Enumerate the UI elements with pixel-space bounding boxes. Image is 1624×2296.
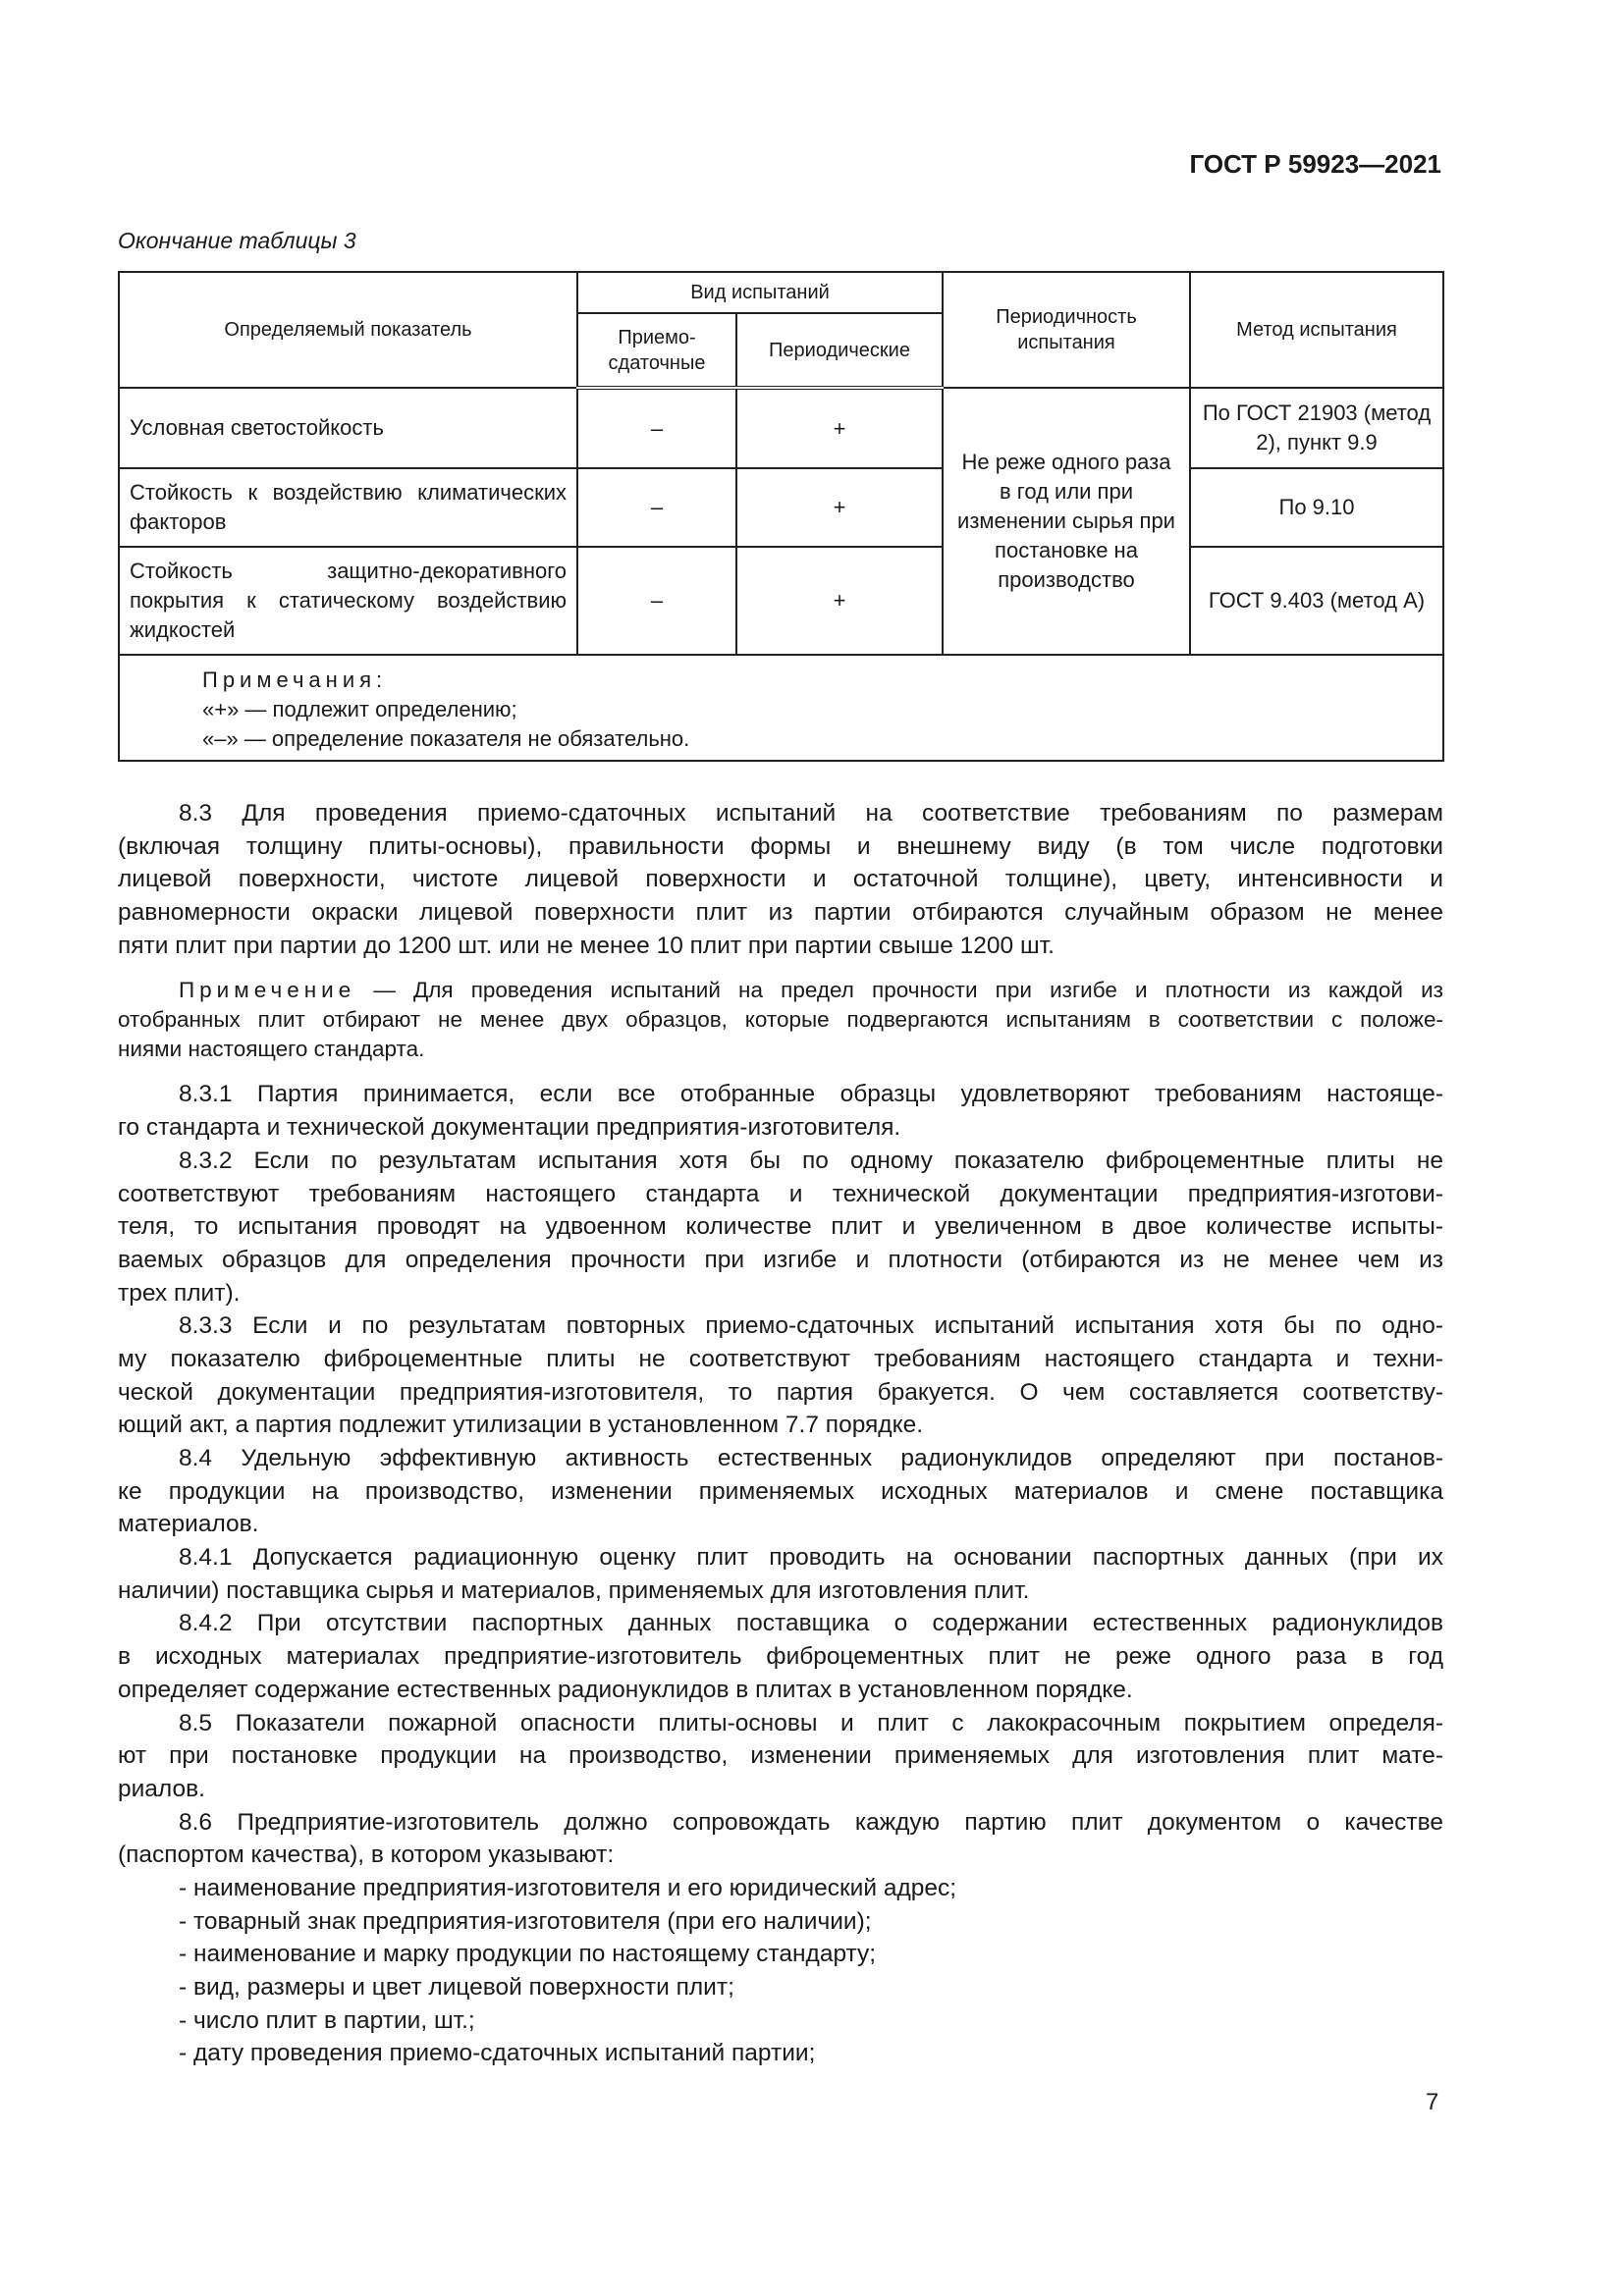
text-line: 8.4 Удельную эффективную активность естественных радионуклидов определяют при постанов-: [179, 1445, 1443, 1471]
paragraph: [118, 1707, 1443, 1806]
table-row: [119, 468, 1443, 547]
text-line: 8.3 Для проведения приемо-сдаточных испытаний на соответствие требованиям по размерам: [179, 800, 1443, 827]
text-line: ниями настоящего стандарта.: [118, 1037, 425, 1062]
text-line: Примечение — Для проведения испытаний на предел прочности при изгибе и плотности из каждой из: [179, 978, 1443, 1003]
text-line: в исходных материалах предприятие-изготовитель фиброцементных плит не реже одного раза в год: [118, 1643, 1443, 1671]
table-row: [119, 388, 1443, 468]
periodic-cell: +: [736, 468, 943, 547]
text-line: 8.5 Показатели пожарной опасности плиты-основы и плит с лакокрасочным покрытием определя-: [179, 1709, 1443, 1736]
text-line: 8.6 Предприятие-изготовитель должно сопровождать каждую партию плит документом о качестве: [179, 1808, 1443, 1836]
indicator-cell: Стойкость защитно-декоративного покрытия к статическому воздействию жидкостей: [119, 547, 577, 655]
indicator-cell: Условная светостойкость: [119, 388, 577, 468]
list-item: - товарный знак предприятия-изготовителя (при его наличии);: [179, 1907, 872, 1935]
method-cell: ГОСТ 9.403 (метод А): [1190, 547, 1443, 655]
table-row: [119, 547, 1443, 655]
text-line: пяти плит при партии до 1200 шт. или не менее 10 плит при партии свыше 1200 шт.: [118, 932, 1055, 959]
text-line: материалов.: [118, 1511, 259, 1538]
text-line: ющий акт, а партия подлежит утилизации в установленном 7.7 порядке.: [118, 1412, 924, 1439]
text-line: ют при постановке продукции на производство, изменении применяемых для изготовления плит мате-: [118, 1742, 1443, 1770]
col-header-test-type: Вид испытаний: [577, 272, 943, 313]
paragraph: [118, 1607, 1443, 1706]
document-header: ГОСТ Р 59923—2021: [1189, 149, 1441, 179]
table-notes: [119, 655, 1443, 761]
table-caption: Окончание таблицы 3: [118, 228, 356, 253]
text-line: (паспортом качества), в котором указывают:: [118, 1842, 615, 1869]
text-line: (включая толщину плиты-основы), правильности формы и внешнему виду (в том числе подготовки: [118, 832, 1443, 860]
text-line: ке продукции на производство, изменении применяемых исходных материалов и смене поставщика: [118, 1477, 1443, 1505]
text-line: го стандарта и технической документации предприятия-изготовителя.: [118, 1114, 901, 1142]
text-line: соответствуют требованиям настоящего стандарта и технической документации предприятия-изготови-: [118, 1180, 1443, 1207]
col-header-method: Метод испытания: [1190, 272, 1443, 388]
text-line: теля, то испытания проводят на удвоенном количестве плит и увеличенном в двое количестве испыты-: [118, 1213, 1443, 1241]
paragraph: [118, 1145, 1443, 1309]
text-line: 8.4.1 Допускается радиационную оценку плит проводить на основании паспортных данных (при их: [179, 1544, 1443, 1572]
method-cell: По ГОСТ 21903 (метод 2), пункт 9.9: [1190, 388, 1443, 468]
acceptance-cell: –: [577, 547, 736, 655]
note-paragraph: [118, 976, 1443, 1064]
text-line: 8.3.3 Если и по результатам повторных приемо-сдаточных испытаний испытания хотя бы по одно-: [179, 1312, 1443, 1340]
note-item: «+» — подлежит определению;: [202, 697, 517, 721]
paragraph: [118, 1806, 1443, 1872]
text-line: отобранных плит отбирают не менее двух образцов, которые подвергаются испытаниям в соответствии с положе-: [118, 1007, 1443, 1033]
paragraph: [118, 1541, 1443, 1607]
body-text: [118, 797, 1443, 2070]
paragraph: [118, 797, 1443, 962]
list-item: - дату проведения приемо-сдаточных испытаний партии;: [179, 2040, 816, 2067]
text-line: трех плит).: [118, 1279, 241, 1307]
text-line: ческой документации предприятия-изготовителя, то партия бракуется. О чем составляется соответству-: [118, 1378, 1443, 1406]
col-header-acceptance: Приемо-сдаточные: [577, 313, 736, 388]
paragraph: [118, 1078, 1443, 1144]
notes-title: Примечания:: [202, 667, 388, 692]
text-line: 8.3.2 Если по результатам испытания хотя бы по одному показателю фиброцементные плиты не: [179, 1147, 1443, 1174]
list-item: - вид, размеры и цвет лицевой поверхности плит;: [179, 1974, 734, 2001]
text-line: риалов.: [118, 1775, 205, 1802]
method-cell: По 9.10: [1190, 468, 1443, 547]
text-line: наличии) поставщика сырья и материалов, применяемых для изготовления плит.: [118, 1576, 1030, 1604]
col-header-periodicity: Периодичность испытания: [943, 272, 1190, 388]
text-line: му показателю фиброцементные плиты не соответствуют требованиям настоящего стандарта и техни-: [118, 1345, 1443, 1372]
text-line: лицевой поверхности, чистоте лицевой поверхности и остаточной толщине), цвету, интенсивности и: [118, 866, 1443, 893]
list-item: - наименование и марку продукции по настоящему стандарту;: [179, 1941, 877, 1968]
list-item: - число плит в партии, шт.;: [179, 2006, 475, 2034]
text-line: определяет содержание естественных радионуклидов в плитах в установленном порядке.: [118, 1676, 1133, 1703]
acceptance-cell: –: [577, 388, 736, 468]
text-line: 8.4.2 При отсутствии паспортных данных поставщика о содержании естественных радионуклидов: [179, 1610, 1443, 1637]
page-number: 7: [1426, 2089, 1439, 2115]
list-item: - наименование предприятия-изготовителя и его юридический адрес;: [179, 1874, 957, 1901]
periodic-cell: +: [736, 388, 943, 468]
note-item: «–» — определение показателя не обязательно.: [202, 726, 690, 751]
paragraph: [118, 1442, 1443, 1541]
text-line: ваемых образцов для определения прочности при изгибе и плотности (отбираются из не менее чем из: [118, 1246, 1443, 1273]
col-header-indicator: Определяемый показатель: [119, 272, 577, 388]
periodic-cell: +: [736, 547, 943, 655]
indicator-cell: Стойкость к воздействию климатических факторов: [119, 468, 577, 547]
acceptance-cell: –: [577, 468, 736, 547]
periodicity-cell: Не реже одного раза в год или при изменении сырья при постановке на производство: [943, 388, 1190, 655]
text-line: 8.3.1 Партия принимается, если все отобранные образцы удовлетворяют требованиям настояще-: [179, 1081, 1443, 1108]
test-table: [118, 271, 1444, 762]
paragraph: [118, 1309, 1443, 1442]
col-header-periodic: Периодические: [736, 313, 943, 388]
text-line: равномерности окраски лицевой поверхности плит из партии отбираются случайным образом не менее: [118, 899, 1443, 927]
